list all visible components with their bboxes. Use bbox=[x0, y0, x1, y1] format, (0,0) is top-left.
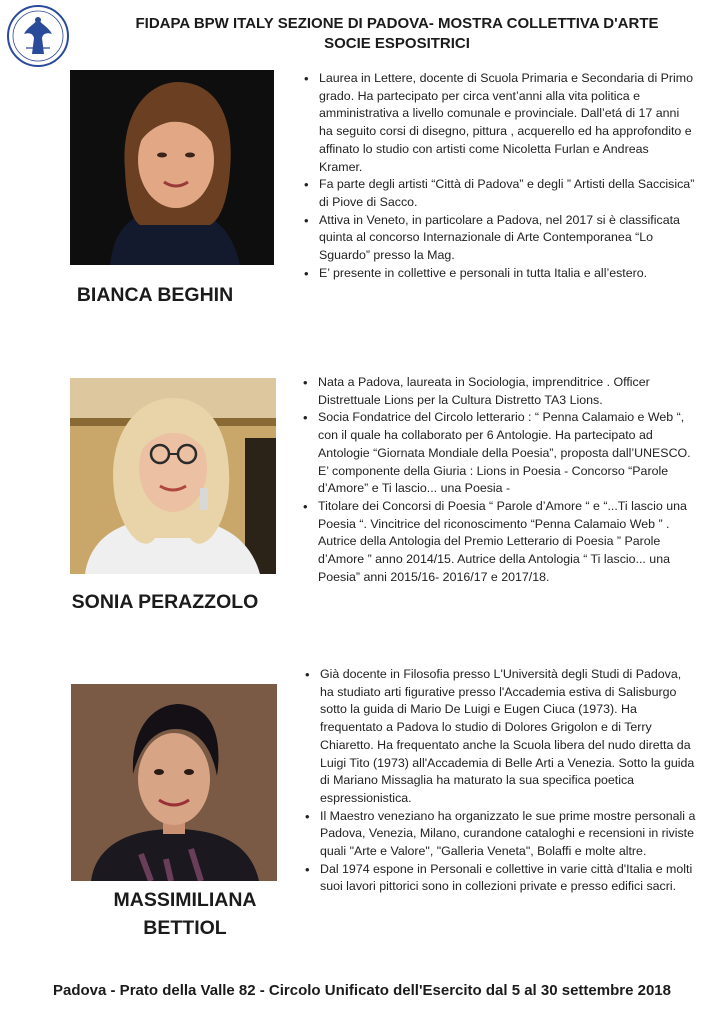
photo-massimiliana-bettiol bbox=[71, 684, 277, 881]
bio-item: • Titolare dei Concorsi di Poesia “ Parole d’Amore “ e “...Ti lascio una Poesia “. Vincitrice del riconoscimento “Penna Calamaio Web ” . Autrice della Antologia del Premio Letterario di Poesia ” Parole d’Amore ” anno 2014/15. Autrice della Antologia “ Ti lascio... una Poesia” anni 2015/16- 2016/17 e 2017/18. bbox=[302, 498, 696, 587]
member-name bbox=[90, 886, 280, 942]
fidapa-logo-icon bbox=[6, 4, 70, 68]
header-subtitle: SOCIE ESPOSITRICI bbox=[324, 35, 470, 52]
photo-bianca-beghin bbox=[70, 70, 274, 265]
member-name-line: BETTIOL bbox=[143, 917, 227, 939]
bio-item: • Nata a Padova, laureata in Sociologia, imprenditrice . Officer Distrettuale Lions per la Cultura Distretto TA3 Lions. bbox=[302, 374, 696, 409]
member-bio-list bbox=[304, 666, 696, 896]
bio-item: • Dal 1974 espone in Personali e collettive in varie città d'Italia e molti suoi lavori pittorici sono in collezioni private e presso edifici sacri. bbox=[304, 861, 696, 896]
member-bio-list bbox=[303, 70, 695, 282]
bio-item: • E’ presente in collettive e personali in tutta Italia e all’estero. bbox=[303, 265, 695, 283]
header-title: FIDAPA BPW ITALY SEZIONE DI PADOVA- MOSTRA COLLETTIVA D'ARTE bbox=[135, 15, 659, 32]
bio-item: • Laurea in Lettere, docente di Scuola Primaria e Secondaria di Primo grado. Ha partecipato per circa vent’anni alla vita politica e amministrativa a livello comunale e provinciale. Dall’etá di 17 anni ha seguito corsi di disegno, pittura , acquerello ed ha approfondito e affinato lo studio con artisti come Nicoletta Furlan e Andreas Kramer. bbox=[303, 70, 695, 176]
bio-item: • Socia Fondatrice del Circolo letterario : “ Penna Calamaio e Web “, con il quale ha collaborato per 6 Antologie. Ha partecipato ad Antologie “Giornata Mondiale della Poesia”, proposta dall’UNESCO. E’ componente della Giuria : Lions in Poesia - Concorso “Parole d’Amore” e Ti lascio... una Poesia - bbox=[302, 409, 696, 498]
event-footer: Padova - Prato della Valle 82 - Circolo Unificato dell'Esercito dal 5 al 30 settembre 2018 bbox=[53, 982, 671, 999]
member-name-line: MASSIMILIANA bbox=[113, 889, 257, 911]
bio-item: • Attiva in Veneto, in particolare a Padova, nel 2017 si è classificata quinta al concorso Internazionale di Arte Contemporanea “Lo Sguardo” presso la Mag. bbox=[303, 212, 695, 265]
photo-sonia-perazzolo bbox=[70, 378, 276, 574]
bio-item: • Fa parte degli artisti “Città di Padova” e degli ” Artisti della Saccisica” di Piove di Sacco. bbox=[303, 176, 695, 211]
member-name: SONIA PERAZZOLO bbox=[71, 591, 259, 613]
bio-item: • Già docente in Filosofia presso L'Università degli Studi di Padova, ha studiato arti figurative presso l'Accademia estiva di Salisburgo sotto la guida di Mario De Luigi e Eugen Ciuca (1973). Ha frequentato a Padova lo studio di Dolores Grigolon e di Terry Chiaretto. Ha frequentato anche la Scuola libera del nudo diretta da Luigi Tito (1973) all'Accademia di Belle Arti a Venezia. Sotto la guida di Mariano Missaglia ha maturato la sua specifica poetica espressionistica. bbox=[304, 666, 696, 808]
member-bio-list bbox=[302, 374, 696, 586]
page-header bbox=[70, 14, 724, 54]
member-name: BIANCA BEGHIN bbox=[76, 284, 234, 306]
bio-item: • Il Maestro veneziano ha organizzato le sue prime mostre personali a Padova, Venezia, Milano, curandone cataloghi e recensioni in riviste quali "Arte e Valore", "Galleria Veneta", Bolaffi e molte altre. bbox=[304, 808, 696, 861]
